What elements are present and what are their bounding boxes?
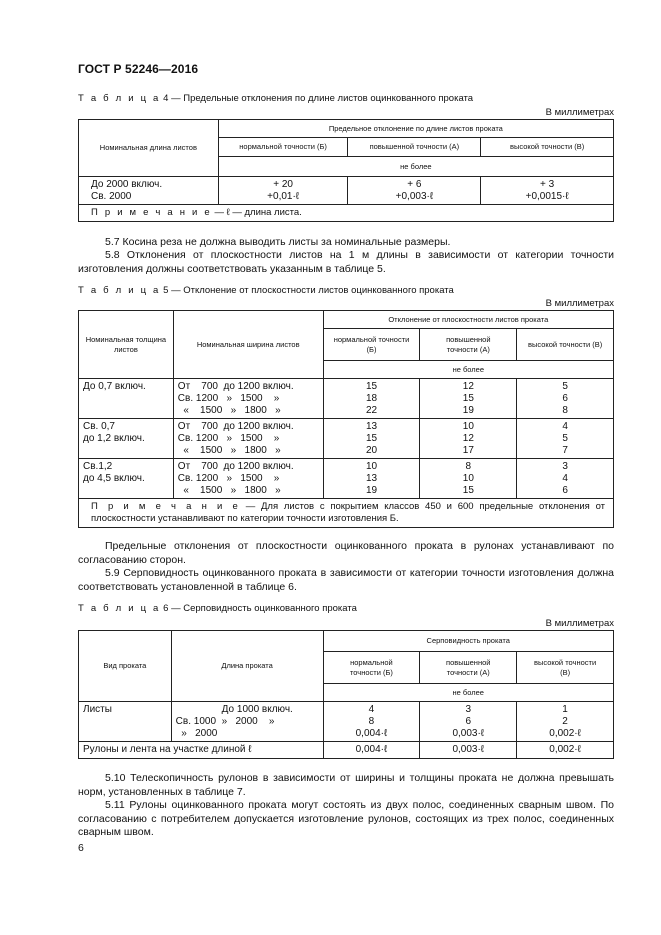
table-row: Св.1,2 до 4,5 включ. От 700 до 1200 включ. Св. 1200 » 1500 » « 1500 » 1800 » 10 13 19 8 10 15 3 4 6 [79, 459, 614, 499]
paragraph-5-8: 5.8 Отклонения от плоскостности листов на 1 м длины в зависимости от категории точности изготовления должны соответствовать указанным в таблице 5. [78, 249, 614, 275]
paragraph-5-11: 5.11 Рулоны оцинкованного проката могут состоять из двух полос, соединенных сварным швом. По согласованию с потребителем допускается изготовление рулонов, состоящих из трех полос, соединенных сварным швом. [78, 799, 614, 838]
table5-group-header: Отклонение от плоскостности листов проката [323, 311, 613, 329]
standard-header: ГОСТ Р 52246—2016 [78, 62, 199, 76]
table5-units: В миллиметрах [545, 298, 614, 309]
table6-no-more: не более [323, 684, 614, 702]
page-number: 6 [78, 842, 84, 854]
table6-units: В миллиметрах [545, 618, 614, 629]
table6-caption: Т а б л и ц а 6 — Серповидность оцинкованного проката [78, 603, 357, 614]
table6-col-length: Длина проката [171, 631, 323, 702]
table6-col-high: высокой точности (В) [517, 652, 614, 684]
table-row: До 2000 включ. Св. 2000 + 20 +0,01·ℓ + 6 +0,003·ℓ + 3 +0,0015·ℓ [79, 177, 614, 205]
table5-col-width: Номинальная ширина листов [173, 311, 323, 379]
table5-col-normal: нормальной точности (Б) [323, 329, 420, 361]
table-row: Листы До 1000 включ. Св. 1000 » 2000 » » 2000 4 8 0,004·ℓ 3 6 0,003·ℓ 1 2 0,002·ℓ [79, 702, 614, 742]
table6-group-header: Серповидность проката [323, 631, 614, 652]
table5-no-more: не более [323, 361, 613, 379]
table-row: Рулоны и лента на участке длиной ℓ 0,004·ℓ 0,003·ℓ 0,002·ℓ [79, 742, 614, 759]
table4-note: П р и м е ч а н и е — ℓ — длина листа. [79, 205, 614, 222]
table5 [78, 310, 614, 528]
table4-caption: Т а б л и ц а 4 — Предельные отклонения по длине листов оцинкованного проката [78, 93, 474, 104]
table4-units: В миллиметрах [545, 107, 614, 118]
table4-col-normal: нормальной точности (Б) [218, 138, 348, 157]
table5-col-high: высокой точности (В) [517, 329, 614, 361]
paragraph-5-7: 5.7 Косина реза не должна выводить листы за номинальные размеры. [105, 236, 451, 248]
paragraph-5-10: 5.10 Телескопичность рулонов в зависимости от ширины и толщины проката не должна превышать норм, установленных в таблице 7. [78, 772, 614, 798]
paragraph-rolls-flatness: Предельные отклонения от плоскостности оцинкованного проката в рулонах устанавливают по согласованию сторон. [78, 540, 614, 566]
table4-col-nominal: Номинальная длина листов [79, 120, 219, 177]
table4-col-increased: повышенной точности (А) [348, 138, 481, 157]
table4-group-header: Предельное отклонение по длине листов проката [218, 120, 613, 138]
table-row: Св. 0,7 до 1,2 включ. От 700 до 1200 включ. Св. 1200 » 1500 » « 1500 » 1800 » 13 15 20 10 12 17 4 5 7 [79, 419, 614, 459]
table5-note: П р и м е ч а н и е — Для листов с покрытием классов 450 и 600 предельные отклонения от плоскостности устанавливают по категории точности изготовления Б. [79, 499, 614, 528]
table5-caption: Т а б л и ц а 5 — Отклонение от плоскостности листов оцинкованного проката [78, 285, 454, 296]
table4 [78, 119, 614, 222]
table6-col-type: Вид проката [79, 631, 172, 702]
table5-col-increased: повышенной точности (А) [420, 329, 517, 361]
table6 [78, 630, 614, 759]
table6-col-increased: повышенной точности (А) [420, 652, 517, 684]
table6-col-normal: нормальной точности (Б) [323, 652, 420, 684]
table-row: До 0,7 включ. От 700 до 1200 включ. Св. 1200 » 1500 » « 1500 » 1800 » 15 18 22 12 15 19 5 6 8 [79, 379, 614, 419]
table4-no-more: не более [218, 157, 613, 177]
paragraph-5-9: 5.9 Серповидность оцинкованного проката в зависимости от категории точности изготовления должна соответствовать установленной в таблице 6. [78, 567, 614, 593]
table5-col-thickness: Номинальная толщина листов [79, 311, 174, 379]
table4-col-high: высокой точности (В) [481, 138, 614, 157]
